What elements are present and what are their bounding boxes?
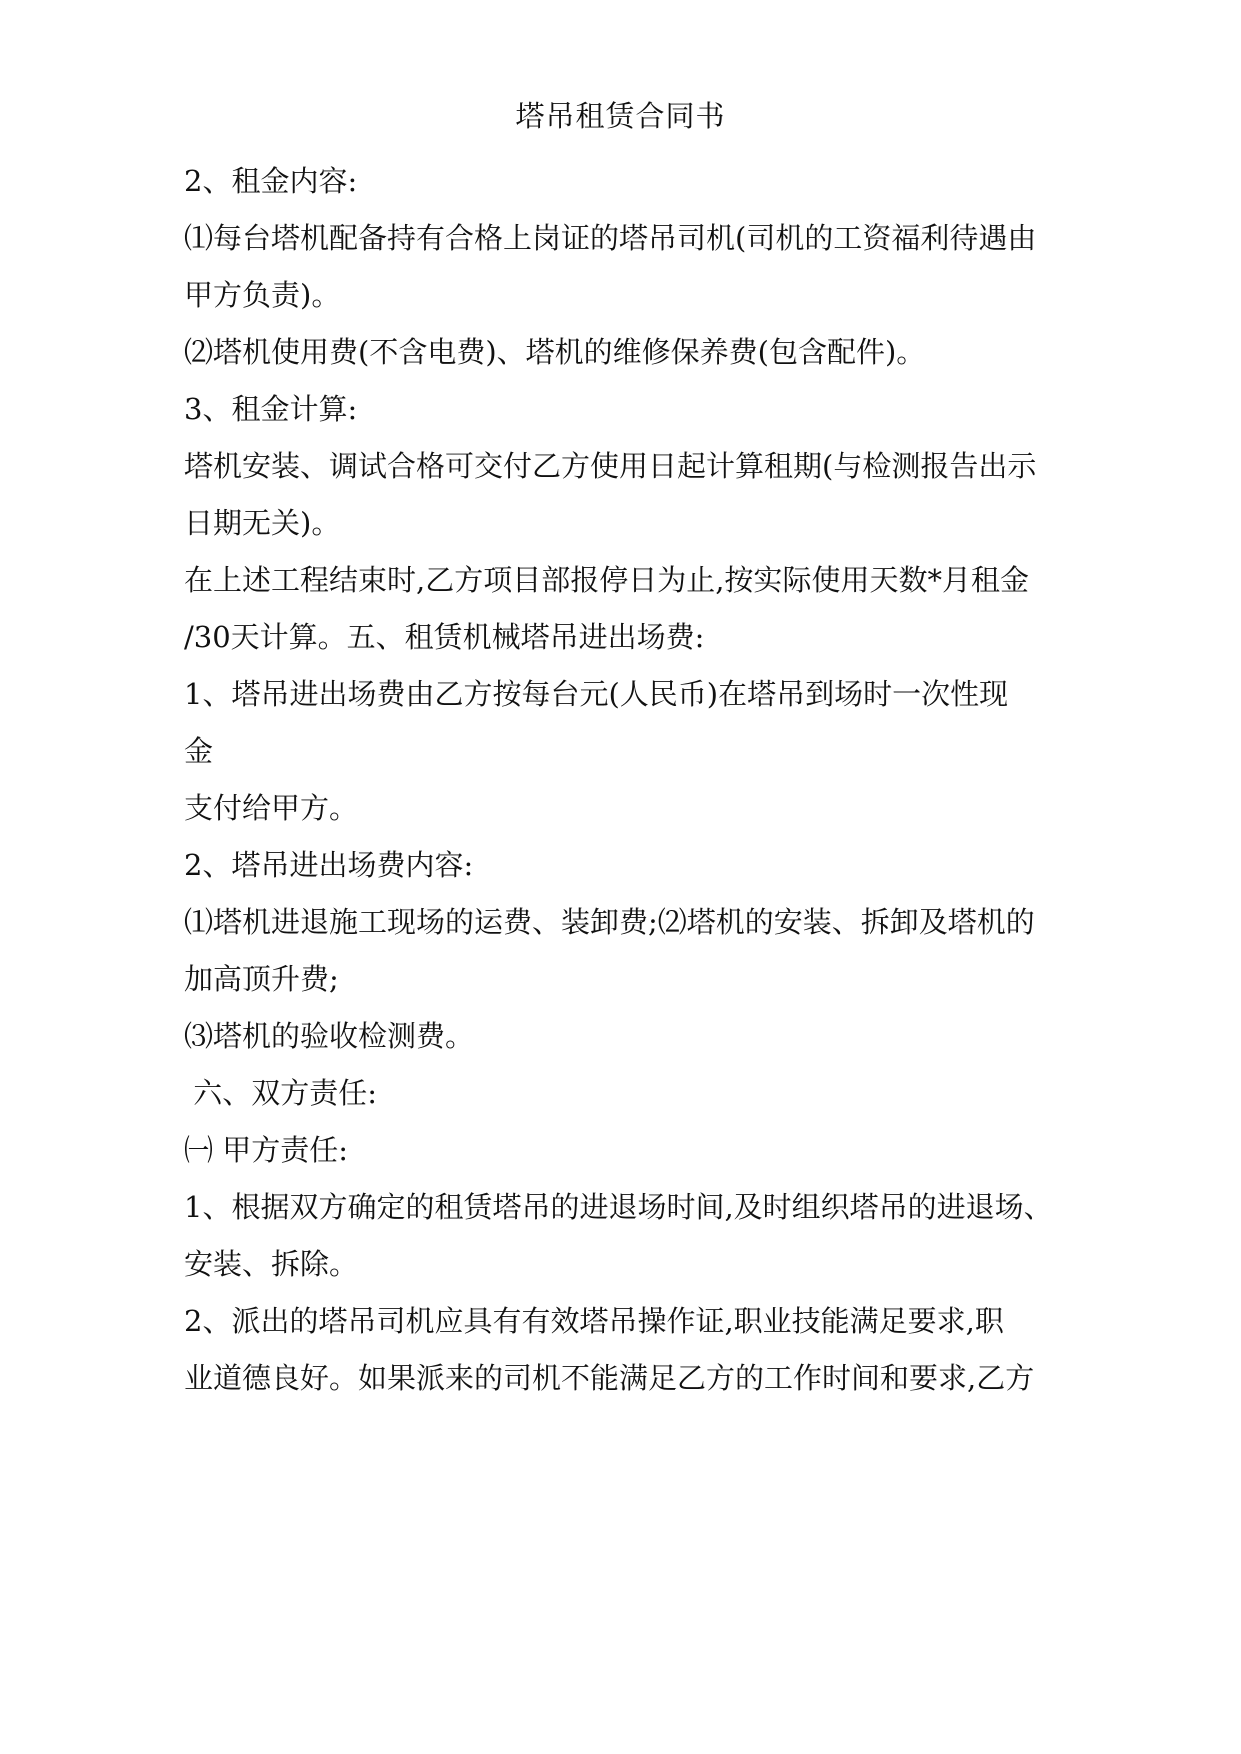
text-line: ⑴每台塔机配备持有合格上岗证的塔吊司机(司机的工资福利待遇由 — [184, 221, 1037, 255]
text-line: 塔机安装、调试合格可交付乙方使用日起计算租期(与检测报告出示 — [184, 449, 1037, 483]
text-line: 业道德良好。如果派来的司机不能满足乙方的工作时间和要求,乙方 — [184, 1361, 1035, 1395]
text-line: 2、派出的塔吊司机应具有有效塔吊操作证,职业技能满足要求,职 — [184, 1304, 1004, 1338]
text-line: 安装、拆除。 — [184, 1247, 359, 1281]
subsection-heading: ㈠ 甲方责任: — [184, 1133, 348, 1167]
text-line: 在上述工程结束时,乙方项目部报停日为止,按实际使用天数*月租金 — [184, 563, 1029, 597]
text-line: ⑶塔机的验收检测费。 — [184, 1019, 475, 1053]
text-line: 2、塔吊进出场费内容: — [184, 848, 474, 882]
text-line: /30天计算。五、租赁机械塔吊进出场费: — [184, 620, 705, 654]
text-line: 甲方负责)。 — [184, 278, 341, 312]
text-line: 日期无关)。 — [184, 506, 341, 540]
text-line: ⑴塔机进退施工现场的运费、装卸费;⑵塔机的安装、拆卸及塔机的 — [184, 905, 1035, 939]
text-line: 1、根据双方确定的租赁塔吊的进退场时间,及时组织塔吊的进退场、 — [184, 1190, 1053, 1224]
text-line: 金 — [184, 734, 214, 768]
text-line: 支付给甲方。 — [184, 791, 359, 825]
text-line: 1、塔吊进出场费由乙方按每台元(人民币)在塔吊到场时一次性现 — [184, 677, 1009, 711]
section-heading: 六、双方责任: — [184, 1076, 377, 1110]
text-line: 加高顶升费; — [184, 962, 339, 996]
document-title: 塔吊租赁合同书 — [515, 99, 726, 133]
text-line: ⑵塔机使用费(不含电费)、塔机的维修保养费(包含配件)。 — [184, 335, 926, 369]
text-line: 3、租金计算: — [184, 392, 358, 426]
text-line: 2、租金内容: — [184, 164, 358, 198]
